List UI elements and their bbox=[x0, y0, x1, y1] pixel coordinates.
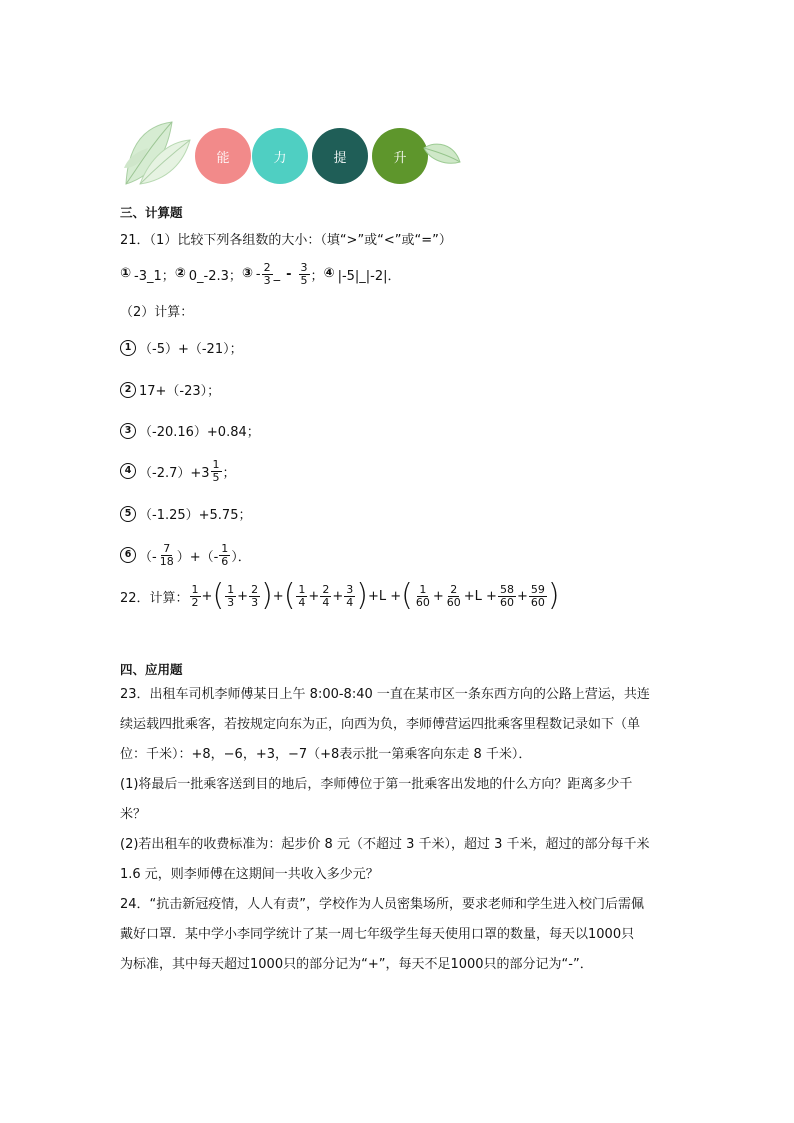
denominator: 2 bbox=[191, 595, 199, 609]
denominator: 18 bbox=[159, 554, 174, 568]
denominator: 60 bbox=[499, 595, 514, 609]
numerator: 1 bbox=[212, 457, 220, 471]
text-line: 24．“抗击新冠疫情，人人有责”，学校作为人员密集场所，要求老师和学生进入校门后需佩 bbox=[120, 897, 645, 912]
item-number-1: ① bbox=[120, 266, 132, 281]
fraction bbox=[344, 584, 355, 609]
banner-circle-2 bbox=[252, 128, 308, 184]
numerator: 3 bbox=[346, 582, 354, 596]
fraction bbox=[414, 584, 432, 609]
numerator: 2 bbox=[263, 260, 271, 274]
calc-item-4 bbox=[120, 454, 236, 488]
compare-3-minus: - bbox=[255, 266, 261, 282]
fraction bbox=[158, 543, 176, 568]
denominator: 3 bbox=[251, 595, 259, 609]
fraction bbox=[445, 584, 463, 609]
ability-banner bbox=[122, 118, 467, 188]
item-number-3: ③ bbox=[241, 266, 253, 281]
fraction bbox=[211, 459, 222, 484]
denominator: 4 bbox=[346, 595, 354, 609]
calc-end: ）． bbox=[231, 549, 251, 565]
calc-expression: （-1.25）+5.75； bbox=[139, 508, 252, 523]
text-line: 1.6 元，则李师傅在这期间一共收入多少元？ bbox=[120, 867, 379, 882]
denominator: 3 bbox=[263, 273, 271, 287]
item-number: 3 bbox=[120, 423, 136, 439]
banner-circle-3 bbox=[312, 128, 368, 184]
numerator: 7 bbox=[163, 541, 171, 555]
fraction bbox=[262, 262, 273, 287]
calc-expression: （-20.16）+0.84； bbox=[139, 425, 260, 440]
calc-expression: （-2.7）+3 bbox=[139, 465, 210, 481]
fraction bbox=[225, 584, 236, 609]
denominator: 4 bbox=[298, 595, 306, 609]
fraction bbox=[249, 584, 260, 609]
fraction bbox=[498, 584, 516, 609]
item-number: 1 bbox=[120, 340, 136, 356]
calc-item-3 bbox=[120, 421, 260, 440]
text-line: 戴好口罩．某中学小李同学统计了某一周七年级学生每天使用口罩的数量，每天以1000只 bbox=[120, 927, 635, 942]
q21-compare-line: ① -3_1； ② 0_-2.3； ③ - $\frac{2}{3}$ _ - $\frac{3}{5}$ ； ④ |-5|_|-2|． bbox=[120, 260, 401, 287]
text-line: 米？ bbox=[120, 807, 147, 822]
calc-item-6 bbox=[120, 538, 251, 572]
compare-2: 0_-2.3； bbox=[188, 268, 242, 284]
denominator: 4 bbox=[322, 595, 330, 609]
text-line: 23．出租车司机李师傅某日上午 8:00-8:40 一直在某市区一条东西方向的公路上营运，共连 bbox=[120, 687, 650, 702]
numerator: 1 bbox=[191, 582, 199, 596]
denominator: 6 bbox=[221, 554, 229, 568]
small-leaf-icon bbox=[422, 140, 462, 168]
banner-circle-4 bbox=[372, 128, 428, 184]
numerator: 1 bbox=[221, 541, 229, 555]
q22-prefix: 22．计算： bbox=[120, 590, 189, 606]
q22-line: 22．计算： $\frac{1}{2}$ + ( $\frac{1}{3}$ + $\frac{2}{3}$ ) + ( $\frac{1}{4}$ + $\frac{2}{4}$ + $\frac{3}{4}$ ) + L + ( $\frac{1}{60}$ + $\frac{2}{60}$ + L + $\frac{58}{60}$ + $\frac{59}{60}$ ) bbox=[120, 578, 560, 613]
q21-part2-label: （2）计算： bbox=[120, 305, 194, 320]
q23-text bbox=[120, 680, 680, 890]
calc-item-1 bbox=[120, 338, 243, 357]
numerator: 2 bbox=[450, 582, 458, 596]
calc-expression-mid: ）+（- bbox=[176, 549, 219, 565]
banner-circle-1 bbox=[195, 128, 251, 184]
calc-expression: 17+（-23）； bbox=[139, 384, 221, 399]
calc-item-5 bbox=[120, 504, 251, 523]
section-4-heading: 四、应用题 bbox=[120, 662, 183, 677]
fraction bbox=[299, 262, 310, 287]
fraction bbox=[219, 543, 230, 568]
item-number-4: ④ bbox=[323, 266, 335, 281]
compare-3-end: ； bbox=[310, 268, 324, 284]
item-number: 5 bbox=[120, 506, 136, 522]
ellipsis-l: L bbox=[474, 588, 482, 604]
fraction bbox=[320, 584, 331, 609]
fraction bbox=[529, 584, 547, 609]
compare-4: |-5|_|-2|． bbox=[337, 268, 401, 284]
compare-1: -3_1； bbox=[134, 268, 175, 284]
text-line: 位：千米）：+8，−6，+3，−7（+8表示批一第乘客向东走 8 千米）． bbox=[120, 747, 532, 762]
calc-end: ； bbox=[222, 465, 236, 481]
denominator: 60 bbox=[446, 595, 461, 609]
denominator: 60 bbox=[415, 595, 430, 609]
text-line: 为标准，其中每天超过1000只的部分记为“+”，每天不足1000只的部分记为“-”． bbox=[120, 957, 593, 972]
denominator: 3 bbox=[227, 595, 235, 609]
text-line: (2)若出租车的收费标准为：起步价 8 元（不超过 3 千米），超过 3 千米，超过的部分每千米 bbox=[120, 837, 650, 852]
numerator: 1 bbox=[227, 582, 235, 596]
text-line: 续运载四批乘客，若按规定向东为正，向西为负，李师傅营运四批乘客里程数记录如下（单 bbox=[120, 717, 641, 732]
item-number: 6 bbox=[120, 547, 136, 563]
compare-3-blank: _ bbox=[273, 266, 281, 282]
numerator: 58 bbox=[499, 582, 514, 596]
banner-circle-label: 提 bbox=[333, 150, 347, 166]
item-number-2: ② bbox=[174, 266, 186, 281]
numerator: 1 bbox=[419, 582, 427, 596]
leaf-decoration-icon bbox=[122, 118, 192, 186]
calc-item-2 bbox=[120, 380, 220, 399]
section-3-heading: 三、计算题 bbox=[120, 205, 183, 220]
banner-circle-label: 能 bbox=[216, 150, 230, 166]
numerator: 3 bbox=[300, 260, 308, 274]
denominator: 5 bbox=[300, 273, 308, 287]
numerator: 1 bbox=[298, 582, 306, 596]
numerator: 2 bbox=[322, 582, 330, 596]
item-number: 4 bbox=[120, 463, 136, 479]
numerator: 2 bbox=[251, 582, 259, 596]
q24-text bbox=[120, 890, 680, 980]
calc-expression: （- bbox=[139, 549, 157, 565]
denominator: 5 bbox=[212, 470, 220, 484]
numerator: 59 bbox=[530, 582, 545, 596]
fraction bbox=[190, 584, 201, 609]
calc-expression: （-5）+（-21）； bbox=[139, 342, 243, 357]
item-number: 2 bbox=[120, 382, 136, 398]
denominator: 60 bbox=[530, 595, 545, 609]
fraction bbox=[296, 584, 307, 609]
ellipsis-l: L bbox=[378, 588, 387, 604]
banner-circle-label: 升 bbox=[393, 150, 407, 166]
q21-intro: 21．（1）比较下列各组数的大小：（填“>”或“<”或“=”） bbox=[120, 233, 452, 248]
banner-circle-label: 力 bbox=[273, 150, 287, 166]
text-line: (1)将最后一批乘客送到目的地后，李师傅位于第一批乘客出发地的什么方向？距离多少千 bbox=[120, 777, 633, 792]
